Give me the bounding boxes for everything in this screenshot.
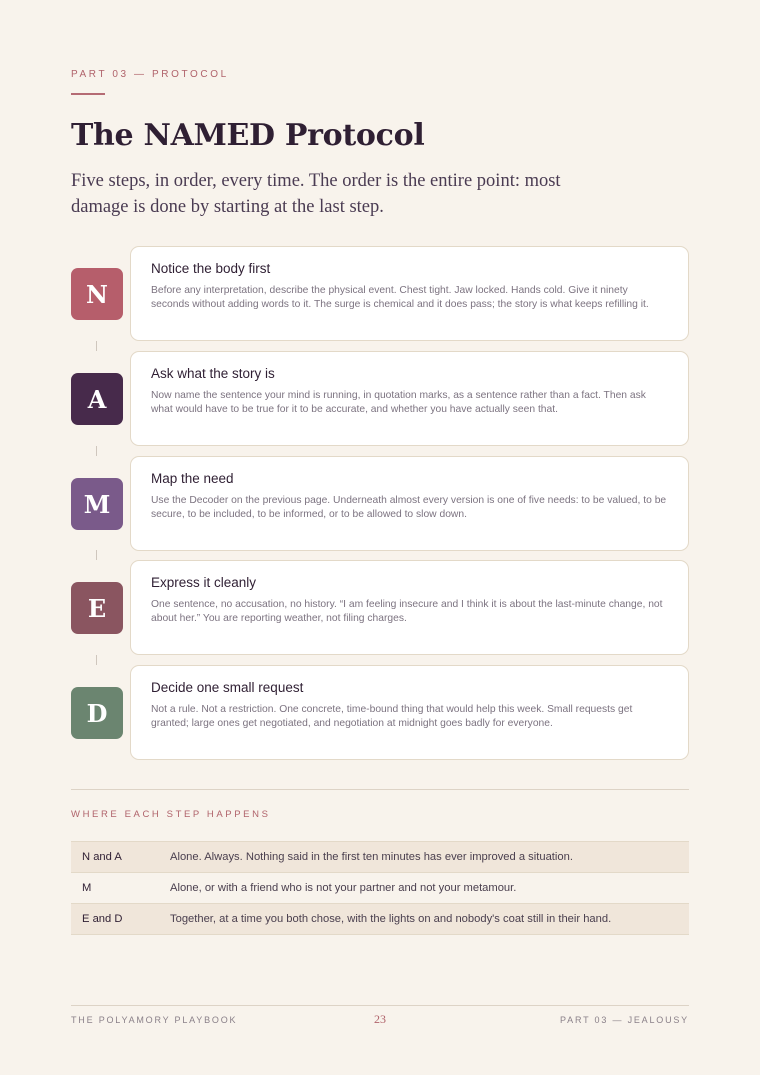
step-body: Before any interpretation, describe the physical event. Chest tight. Jaw locked. Hands cold. Give it ninety seconds without adding words to it. The surge is chemical and it does pass; the story is what keeps refilling it. [151, 285, 649, 310]
step-card [130, 560, 689, 655]
page-number: 23 [374, 1012, 386, 1026]
table-cell-where: Alone, or with a friend who is not your partner and not your metamour. [170, 882, 517, 894]
eyebrow-rule [71, 93, 105, 95]
footer-section: PART 03 — JEALOUSY [560, 1015, 689, 1025]
step-a [71, 351, 689, 446]
step-title: Map the need [151, 471, 234, 486]
table-cell-step: N and A [82, 851, 122, 863]
table-cell-step: E and D [82, 913, 123, 925]
step-body: Now name the sentence your mind is running, in quotation marks, as a sentence rather than a fact. Then ask what would have to be true for it to be accurate, and whether you have actually seen that. [151, 390, 646, 415]
intro-paragraph: Five steps, in order, every time. The order is the entire point: most damage is done by starting at the last step. [71, 171, 561, 217]
step-letter-badge: N [71, 268, 123, 320]
step-letter-badge: M [71, 478, 123, 530]
table-row [71, 842, 689, 873]
step-card [130, 456, 689, 551]
table-row [71, 904, 689, 935]
section-divider [71, 789, 689, 790]
where-table [71, 841, 689, 935]
page-title: The NAMED Protocol [71, 118, 425, 153]
step-e [71, 560, 689, 655]
section-eyebrow: PART 03 — PROTOCOL [71, 69, 229, 80]
where-section-label: WHERE EACH STEP HAPPENS [71, 809, 271, 820]
step-connector [96, 341, 97, 351]
footer-divider [71, 1005, 689, 1006]
step-connector [96, 446, 97, 456]
table-cell-where: Alone. Always. Nothing said in the first ten minutes has ever improved a situation. [170, 851, 573, 863]
step-connector [96, 655, 97, 665]
step-title: Decide one small request [151, 680, 304, 695]
table-cell-step: M [82, 882, 92, 894]
footer-book-title: THE POLYAMORY PLAYBOOK [71, 1015, 238, 1025]
table-row [71, 873, 689, 904]
step-body: Not a rule. Not a restriction. One concrete, time-bound thing that would help this week. Small requests get granted; large ones get negotiated, and negotiation at midnight goes badly for everyone. [151, 704, 633, 729]
step-n [71, 246, 689, 341]
step-d [71, 665, 689, 760]
step-card [130, 665, 689, 760]
step-letter-badge: E [71, 582, 123, 634]
step-body: One sentence, no accusation, no history. “I am feeling insecure and I think it is about the last-minute change, not about her.” You are reporting weather, not filing charges. [151, 599, 663, 624]
step-letter-badge: D [71, 687, 123, 739]
step-m [71, 456, 689, 551]
step-connector [96, 550, 97, 560]
step-body: Use the Decoder on the previous page. Underneath almost every version is one of five needs: to be valued, to be secure, to be included, to be informed, or to be allowed to slow down. [151, 495, 667, 520]
step-letter-badge: A [71, 373, 123, 425]
step-title: Notice the body first [151, 261, 271, 276]
step-title: Ask what the story is [151, 366, 275, 381]
step-card [130, 246, 689, 341]
table-cell-where: Together, at a time you both chose, with the lights on and nobody's coat still in their hand. [170, 913, 612, 925]
step-title: Express it cleanly [151, 575, 257, 590]
step-card [130, 351, 689, 446]
